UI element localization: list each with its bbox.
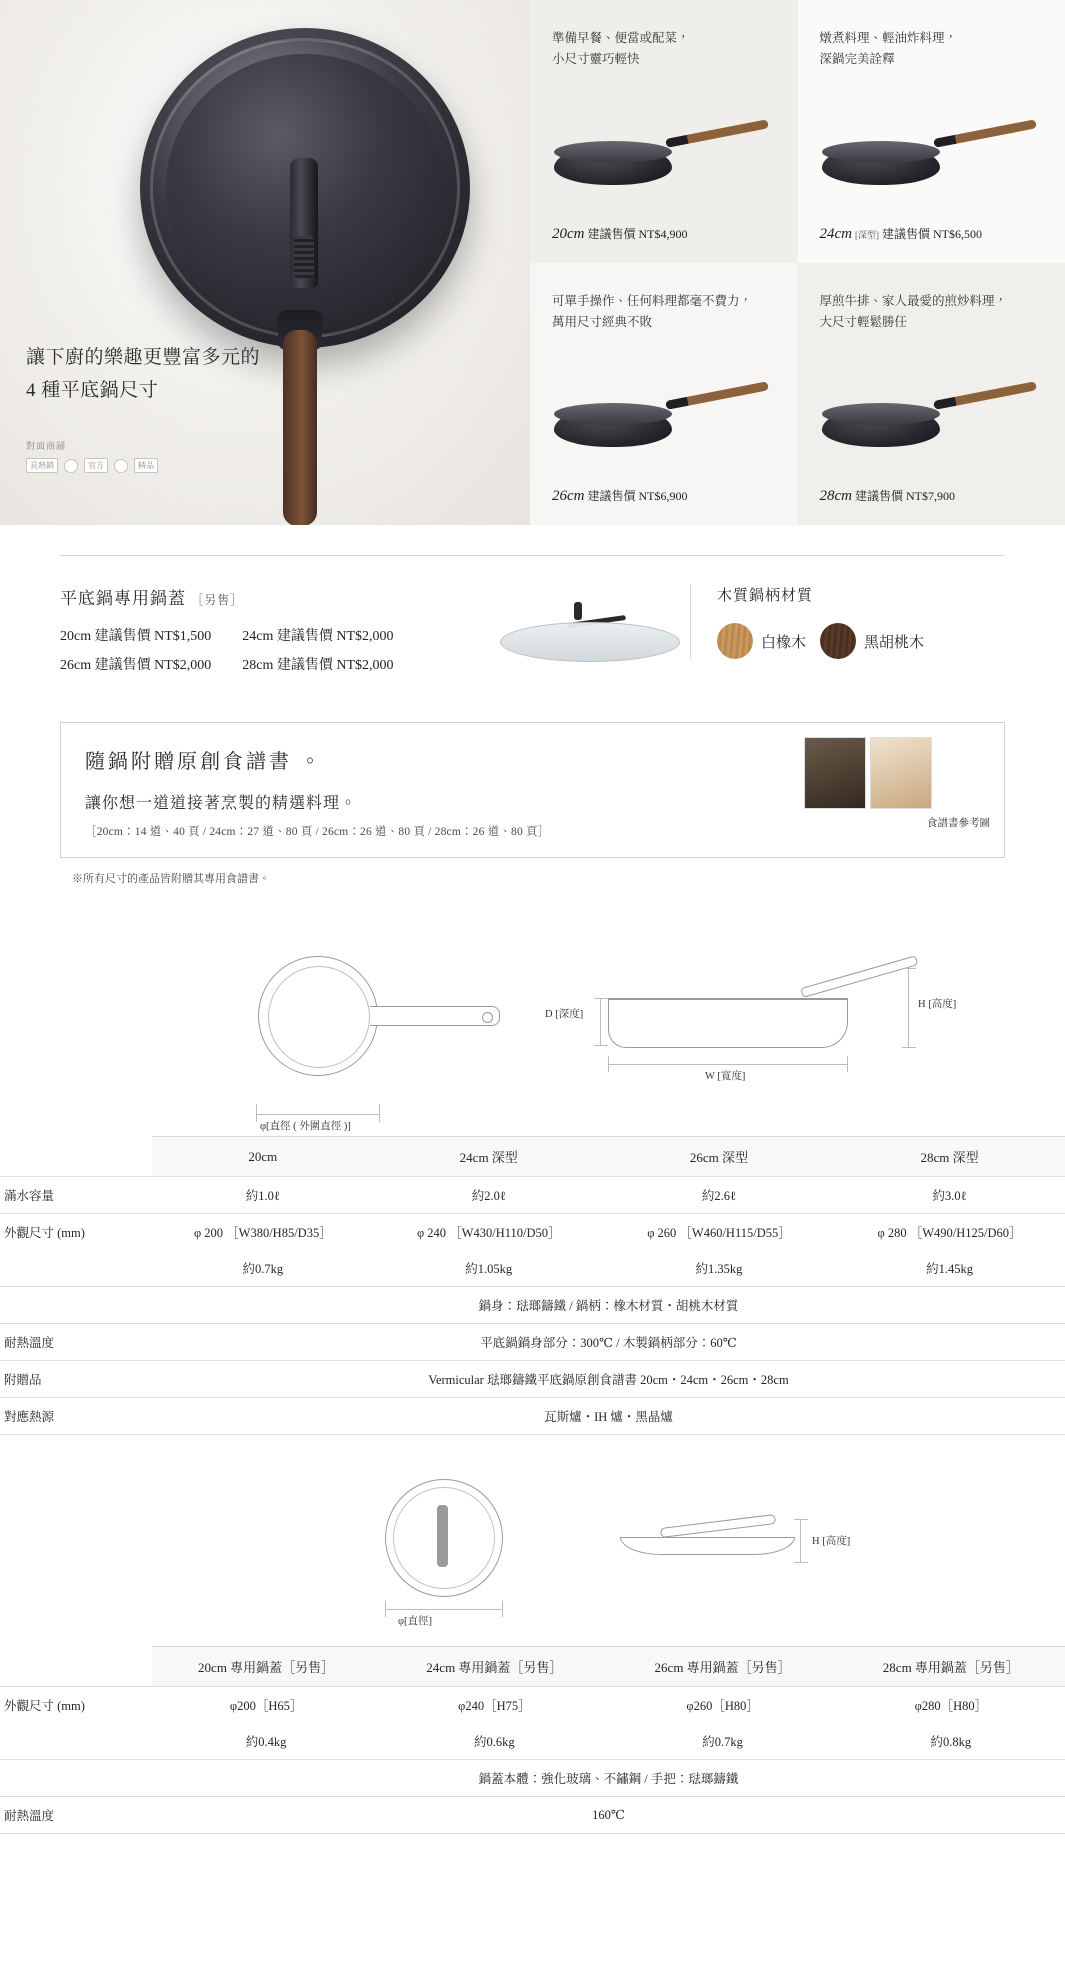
lid-price-line-1 bbox=[60, 623, 490, 652]
mini-pan-rim bbox=[822, 403, 940, 425]
recipe-detail: ［20cm：14 道、40 頁 / 24cm：27 道、80 頁 / 26cm：26 道、80 頁 / 28cm：26 道、80 頁］ bbox=[85, 826, 550, 838]
lid-price-20cm: 20cm 建議售價 NT$1,500 bbox=[60, 629, 212, 644]
width-dim-line bbox=[608, 1064, 848, 1065]
lid-side-body bbox=[620, 1537, 795, 1555]
variant-size: 24cm bbox=[819, 225, 852, 242]
height-tick-top bbox=[902, 968, 916, 969]
recipe-images bbox=[804, 723, 1004, 857]
oak-swatch-icon bbox=[717, 623, 753, 659]
lid-top-view-drawing bbox=[385, 1479, 515, 1599]
recipe-card bbox=[60, 722, 1005, 858]
row-label-material bbox=[0, 1287, 152, 1324]
pan-side-body bbox=[608, 1000, 848, 1048]
wood-option-walnut[interactable] bbox=[820, 623, 924, 659]
hero-brand-label: 對面商鋪 bbox=[26, 441, 67, 451]
diameter-tick-right bbox=[379, 1104, 380, 1122]
variant-price-row bbox=[820, 225, 983, 243]
variant-price-label: 建議售價 bbox=[587, 226, 636, 241]
wood-options bbox=[717, 623, 990, 659]
spec-table-section bbox=[0, 1136, 1065, 1435]
lid-price-line-2 bbox=[60, 652, 490, 681]
diameter-dim-line bbox=[256, 1114, 380, 1115]
frying-pan-illustration bbox=[120, 10, 540, 520]
wood-option-oak[interactable] bbox=[717, 623, 806, 659]
lid-title-note: ［另售］ bbox=[191, 593, 244, 607]
lid-height-label: H [高度] bbox=[812, 1536, 851, 1547]
cell-weight-20: 約0.7kg bbox=[152, 1250, 374, 1287]
cell-dimensions-26: φ 260 ［W460/H115/D55］ bbox=[604, 1214, 834, 1251]
table-row bbox=[0, 1723, 1065, 1760]
lid-cell-weight-28: 約0.8kg bbox=[837, 1723, 1065, 1760]
lid-height-dim-line bbox=[800, 1519, 801, 1563]
walnut-label: 黑胡桃木 bbox=[864, 634, 925, 651]
lid-header-28cm: 28cm 專用鍋蓋［另售］ bbox=[837, 1647, 1065, 1687]
cell-weight-28: 約1.45kg bbox=[834, 1250, 1065, 1287]
variant-caption bbox=[820, 28, 1044, 71]
pan-body bbox=[140, 28, 470, 348]
variant-caption bbox=[552, 28, 776, 71]
variant-price-value: NT$7,900 bbox=[906, 489, 956, 503]
cell-weight-24: 約1.05kg bbox=[374, 1250, 604, 1287]
lid-handle bbox=[568, 594, 626, 624]
lid-price-26cm: 26cm 建議售價 NT$2,000 bbox=[60, 657, 212, 673]
lid-side-handle bbox=[660, 1514, 776, 1538]
lid-price-24cm: 24cm 建議售價 NT$2,000 bbox=[242, 629, 394, 644]
spec-header-row bbox=[0, 1137, 1065, 1177]
variant-price-value: NT$6,900 bbox=[638, 489, 688, 503]
oak-label: 白橡木 bbox=[761, 634, 807, 651]
badge-circle-icon-2 bbox=[114, 459, 128, 473]
variant-size: 28cm bbox=[819, 488, 852, 504]
mini-pan-illustration bbox=[816, 129, 1046, 199]
width-label: W [寬度] bbox=[705, 1071, 746, 1082]
lid-title-text: 平底鍋專用鍋蓋 bbox=[60, 589, 186, 608]
variant-caption-line-1: 可單手操作、任何料理都毫不費力， bbox=[552, 293, 753, 308]
diagram-canvas bbox=[0, 946, 1065, 1132]
height-label: H [高度] bbox=[918, 999, 957, 1010]
badge-0: 頁熱銷 bbox=[26, 458, 58, 473]
row-label-capacity: 滿水容量 bbox=[0, 1177, 152, 1214]
recipe-paragraph: 讓你想一道道接著烹製的精選料理。 bbox=[85, 795, 358, 812]
table-row bbox=[0, 1687, 1065, 1724]
walnut-swatch-icon bbox=[820, 623, 856, 659]
spec-header-20cm: 20cm bbox=[152, 1137, 374, 1177]
table-row bbox=[0, 1398, 1065, 1435]
depth-dim-line bbox=[600, 998, 601, 1046]
recipe-text bbox=[61, 723, 804, 857]
height-tick-bottom bbox=[902, 1047, 916, 1048]
cell-material: 鍋身：琺瑯鑄鐵 / 鍋柄：橡木材質・胡桃木材質 bbox=[152, 1287, 1065, 1324]
cell-capacity-24: 約2.0ℓ bbox=[374, 1177, 604, 1214]
mini-pan-rim bbox=[554, 141, 672, 163]
pan-side-handle bbox=[803, 966, 918, 1000]
width-tick-right bbox=[847, 1056, 848, 1072]
lid-diameter-label: φ[直徑] bbox=[398, 1616, 433, 1627]
hero-headline bbox=[26, 341, 260, 408]
recipe-inside-image bbox=[870, 737, 932, 809]
row-label-heat-source: 對應熱源 bbox=[0, 1398, 152, 1435]
mini-pan-rim bbox=[554, 403, 672, 425]
lid-top-handle bbox=[437, 1505, 448, 1567]
variant-price-value: NT$4,900 bbox=[638, 226, 688, 241]
variant-size: 26cm bbox=[552, 488, 585, 504]
lid-header-20cm: 20cm 專用鍋蓋［另售］ bbox=[152, 1647, 380, 1687]
table-row bbox=[0, 1361, 1065, 1398]
cell-capacity-28: 約3.0ℓ bbox=[834, 1177, 1065, 1214]
lid-dimension-diagram bbox=[0, 1471, 1065, 1646]
lid-cell-material: 鍋蓋本體：強化玻璃、不鏽鋼 / 手把：琺瑯鑄鐵 bbox=[152, 1760, 1065, 1797]
recipe-book-section bbox=[0, 722, 1065, 886]
pan-knob bbox=[290, 158, 318, 288]
depth-tick-bottom bbox=[594, 1045, 608, 1046]
row-label-weight bbox=[0, 1250, 152, 1287]
table-row bbox=[0, 1324, 1065, 1361]
hero-headline-line-2: 4 種平底鍋尺寸 bbox=[26, 379, 159, 401]
lid-table-body bbox=[0, 1687, 1065, 1834]
cell-heat-resistance: 平底鍋鍋身部分：300℃ / 木製鍋柄部分：60℃ bbox=[152, 1324, 1065, 1361]
lid-cell-dimensions-24: φ240［H75］ bbox=[380, 1687, 608, 1724]
variant-price-label: 建議售價 bbox=[587, 489, 636, 503]
pan-top-handle bbox=[370, 1006, 500, 1026]
diameter-label: φ[直徑 ( 外圍直徑 )] bbox=[260, 1121, 351, 1132]
variant-price-label: 建議售價 bbox=[855, 489, 904, 503]
mini-pan-handle bbox=[665, 381, 769, 410]
lid-table-head bbox=[0, 1647, 1065, 1687]
lid-diameter-tick-right bbox=[502, 1601, 503, 1617]
hero-variant-grid bbox=[530, 0, 1065, 525]
lid-cell-dimensions-28: φ280［H80］ bbox=[837, 1687, 1065, 1724]
lid-height-tick-bottom bbox=[794, 1562, 808, 1563]
lid-title bbox=[60, 584, 490, 609]
lid-cell-dimensions-20: φ200［H65］ bbox=[152, 1687, 380, 1724]
badge-circle-icon-1 bbox=[64, 459, 78, 473]
cell-dimensions-24: φ 240 ［W430/H110/D50］ bbox=[374, 1214, 604, 1251]
lid-table-section bbox=[0, 1646, 1065, 1834]
hero-main-image bbox=[0, 0, 530, 525]
variant-caption-line-2: 萬用尺寸經典不敗 bbox=[552, 314, 653, 329]
lid-row-label-material bbox=[0, 1760, 152, 1797]
lid-cell-weight-20: 約0.4kg bbox=[152, 1723, 380, 1760]
lid-price-list bbox=[60, 623, 490, 680]
lid-cell-weight-24: 約0.6kg bbox=[380, 1723, 608, 1760]
table-row bbox=[0, 1797, 1065, 1834]
pan-top-circle bbox=[258, 956, 378, 1076]
lid-diameter-tick-left bbox=[385, 1601, 386, 1617]
cell-weight-26: 約1.35kg bbox=[604, 1250, 834, 1287]
cell-dimensions-28: φ 280 ［W490/H125/D60］ bbox=[834, 1214, 1065, 1251]
variant-price-row bbox=[820, 487, 956, 505]
cell-dimensions-20: φ 200 ［W380/H85/D35］ bbox=[152, 1214, 374, 1251]
row-label-dimensions: 外觀尺寸 (mm) bbox=[0, 1214, 152, 1251]
hero-brand-block bbox=[26, 439, 158, 473]
mini-pan-illustration bbox=[548, 391, 778, 461]
hero-variant-26cm[interactable] bbox=[530, 263, 798, 526]
cell-heat-source: 瓦斯爐・IH 爐・黑晶爐 bbox=[152, 1398, 1065, 1435]
variant-price-row bbox=[552, 225, 688, 243]
row-label-bonus: 附贈品 bbox=[0, 1361, 152, 1398]
variant-caption-line-1: 厚煎牛排、家人最愛的煎炒料理， bbox=[819, 293, 1008, 308]
spec-header-blank bbox=[0, 1137, 152, 1177]
lid-and-wood-section bbox=[0, 525, 1065, 704]
hero-headline-line-1: 讓下廚的樂趣更豐富多元的 bbox=[26, 346, 261, 368]
height-dim-line bbox=[908, 968, 909, 1048]
hero-section bbox=[0, 0, 1065, 525]
lid-cell-weight-26: 約0.7kg bbox=[609, 1723, 837, 1760]
lid-header-row bbox=[0, 1647, 1065, 1687]
variant-caption bbox=[820, 291, 1044, 334]
lid-row-label-heat-resistance: 耐熱溫度 bbox=[0, 1797, 152, 1834]
mini-pan-handle bbox=[933, 381, 1037, 410]
lid-price-28cm: 28cm 建議售價 NT$2,000 bbox=[242, 657, 394, 673]
depth-tick-top bbox=[594, 998, 608, 999]
lid-diameter-dim-line bbox=[385, 1609, 503, 1610]
recipe-cover-image bbox=[804, 737, 866, 809]
cell-capacity-26: 約2.6ℓ bbox=[604, 1177, 834, 1214]
variant-caption bbox=[552, 291, 776, 334]
lid-cell-dimensions-26: φ260［H80］ bbox=[609, 1687, 837, 1724]
lid-row bbox=[0, 556, 1065, 704]
mini-pan-handle bbox=[933, 119, 1037, 148]
lid-product-image bbox=[490, 584, 690, 694]
cell-bonus: Vermicular 琺瑯鑄鐵平底鍋原創食譜書 20cm・24cm・26cm・28cm bbox=[152, 1361, 1065, 1398]
spec-header-26cm: 26cm 深型 bbox=[604, 1137, 834, 1177]
pan-dimension-diagram bbox=[0, 946, 1065, 1136]
spec-header-24cm: 24cm 深型 bbox=[374, 1137, 604, 1177]
badge-2: 精品 bbox=[134, 458, 158, 473]
lid-height-tick-top bbox=[794, 1519, 808, 1520]
variant-caption-line-1: 準備早餐、便當或配菜， bbox=[552, 31, 690, 45]
pan-wooden-handle bbox=[283, 330, 317, 525]
hero-variant-20cm[interactable] bbox=[530, 0, 798, 263]
cell-capacity-20: 約1.0ℓ bbox=[152, 1177, 374, 1214]
mini-pan-illustration bbox=[816, 391, 1046, 461]
lid-glass-body bbox=[500, 622, 680, 662]
spec-table-body bbox=[0, 1177, 1065, 1435]
recipe-heading: 隨鍋附贈原創食譜書 。 bbox=[85, 751, 323, 773]
wood-material-block bbox=[690, 584, 990, 659]
depth-label: D [深度] bbox=[545, 1009, 584, 1020]
badge-1: 官方 bbox=[84, 458, 108, 473]
wood-title: 木質鍋柄材質 bbox=[717, 588, 814, 604]
hero-variant-28cm[interactable] bbox=[798, 263, 1065, 526]
lid-table bbox=[0, 1646, 1065, 1834]
diameter-tick-left bbox=[256, 1104, 257, 1122]
lid-row-label-weight bbox=[0, 1723, 152, 1760]
lid-header-24cm: 24cm 專用鍋蓋［另售］ bbox=[380, 1647, 608, 1687]
hero-badge-row bbox=[26, 458, 158, 473]
lid-header-26cm: 26cm 專用鍋蓋［另售］ bbox=[609, 1647, 837, 1687]
spec-table bbox=[0, 1136, 1065, 1435]
variant-caption-line-2: 小尺寸靈巧輕快 bbox=[552, 52, 640, 67]
hero-variant-24cm[interactable] bbox=[798, 0, 1065, 263]
width-tick-left bbox=[608, 1056, 609, 1072]
mini-pan-illustration bbox=[548, 129, 778, 199]
table-row bbox=[0, 1177, 1065, 1214]
variant-price-row bbox=[552, 487, 688, 505]
row-label-heat-resistance: 耐熱溫度 bbox=[0, 1324, 152, 1361]
mini-pan-handle bbox=[665, 119, 769, 148]
table-row bbox=[0, 1287, 1065, 1324]
table-row bbox=[0, 1250, 1065, 1287]
variant-price-label: 建議售價 bbox=[882, 226, 931, 241]
mini-pan-rim bbox=[822, 141, 940, 163]
lid-side-view-drawing bbox=[620, 1515, 800, 1565]
spec-header-28cm: 28cm 深型 bbox=[834, 1137, 1065, 1177]
variant-price-value: NT$6,500 bbox=[933, 226, 983, 241]
table-row bbox=[0, 1214, 1065, 1251]
variant-size: 20cm bbox=[552, 225, 585, 242]
variant-type: [深型] bbox=[855, 229, 879, 240]
lid-header-blank bbox=[0, 1647, 152, 1687]
recipe-footnote: ※所有尺寸的產品皆附贈其專用食譜書。 bbox=[72, 873, 270, 885]
lid-text-block bbox=[60, 584, 490, 680]
variant-caption-line-2: 深鍋完美詮釋 bbox=[819, 52, 895, 67]
recipe-image-caption: 食譜書參考圖 bbox=[927, 818, 990, 829]
table-row bbox=[0, 1760, 1065, 1797]
variant-caption-line-2: 大尺寸輕鬆勝任 bbox=[819, 314, 908, 329]
variant-caption-line-1: 燉煮料理、輕油炸料理， bbox=[819, 31, 958, 45]
spec-table-head bbox=[0, 1137, 1065, 1177]
lid-cell-heat-resistance: 160℃ bbox=[152, 1797, 1065, 1834]
recipe-image-row bbox=[804, 737, 990, 809]
lid-row-label-dimensions: 外觀尺寸 (mm) bbox=[0, 1687, 152, 1724]
